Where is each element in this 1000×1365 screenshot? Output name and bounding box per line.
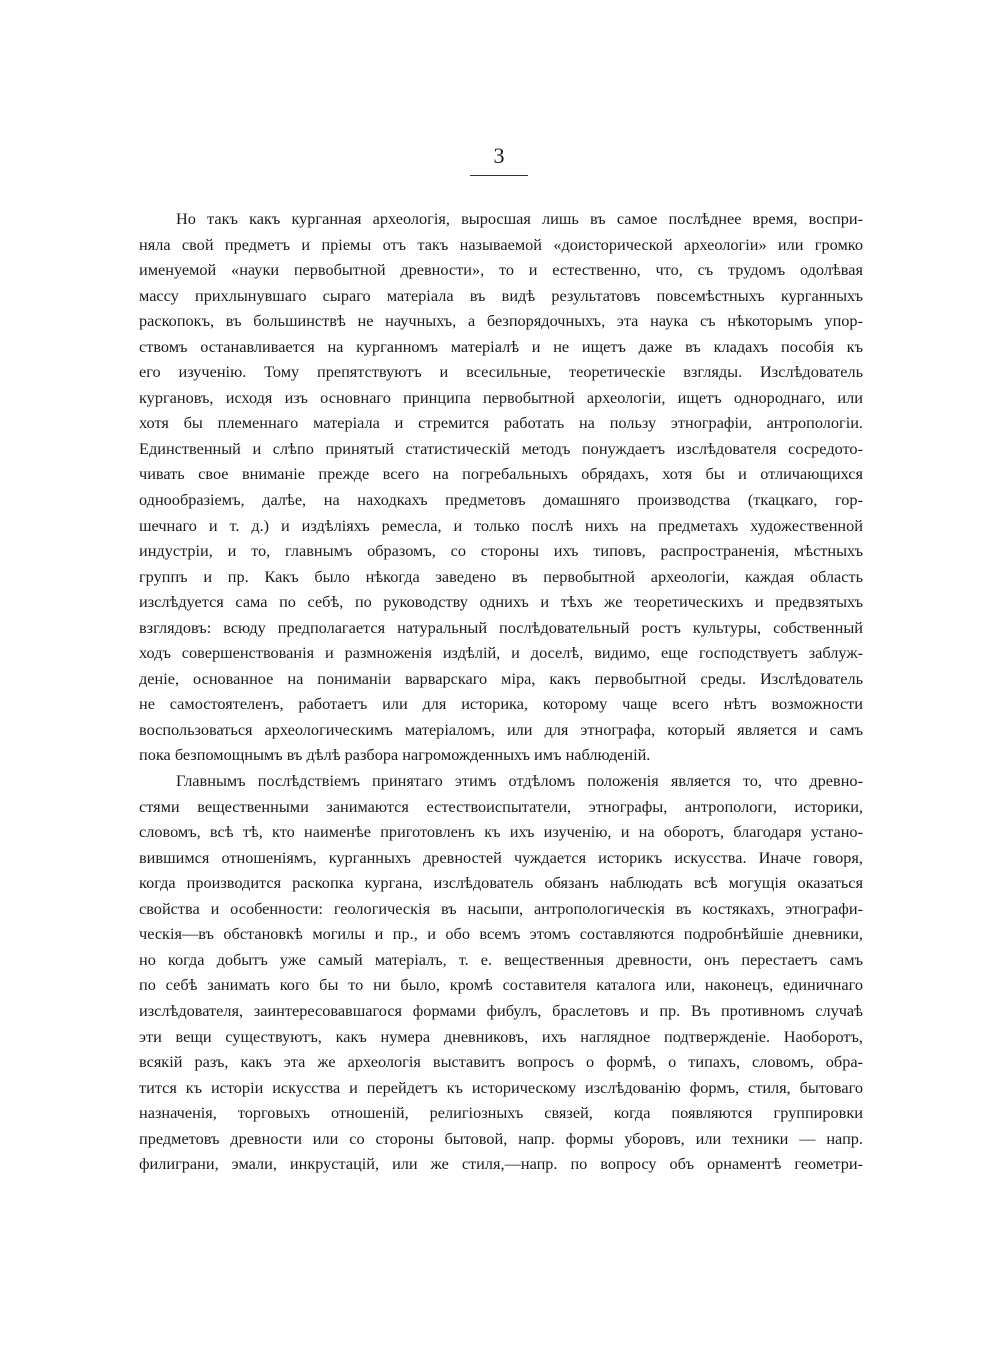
text-line: деніе, основанное на пониманіи варварскаго міра, какъ первобытной среды. Изслѣдователь: [139, 668, 863, 688]
text-line: взглядовъ: всюду предполагается натуральный послѣдовательный ростъ культуры, собственный: [139, 617, 863, 637]
text-line: не самостоятеленъ, работаетъ или для историка, которому чаще всего нѣтъ возможности: [139, 694, 863, 714]
paragraph-1: [139, 206, 863, 768]
text-line: назначенія, торговыхъ отношеній, религіозныхъ связей, когда появляются группировки: [139, 1103, 863, 1123]
text-line: Единственный и слѣпо принятый статистическій методъ понуждаетъ изслѣдователя сосредото-: [139, 438, 863, 458]
text-line: словомъ, всѣ тѣ, кто наименѣе приготовленъ къ ихъ изученію, и на оборотъ, благодаря устано-: [139, 822, 863, 842]
text-line: кургановъ, исходя изъ основнаго принципа первобытной археологіи, ищетъ однороднаго, или: [139, 387, 863, 407]
text-line: воспользоваться археологическимъ матеріаломъ, или для этнографа, который является и самъ: [139, 719, 863, 739]
text-line: по себѣ занимать кого бы то ни было, кромѣ составителя каталога или, наконецъ, единичнаго: [139, 975, 863, 995]
text-line: группъ и пр. Какъ было нѣкогда заведено въ первобытной археологіи, каждая область: [139, 566, 863, 586]
text-line: шечнаго и т. д.) и издѣліяхъ ремесла, и только послѣ нихъ на предметахъ художественной: [139, 515, 863, 535]
text-line: его изученію. Тому препятствуютъ и всесильные, теоретическіе взгляды. Изслѣдователь: [139, 362, 863, 382]
text-line: когда производится раскопка кургана, изслѣдователь обязанъ наблюдать всѣ могущія оказаться: [139, 873, 863, 893]
text-line: изслѣдователя, заинтересовавшагося формами фибулъ, браслетовъ и пр. Въ противномъ случаѣ: [139, 1000, 863, 1020]
text-line: пока безпомощнымъ въ дѣлѣ разбора нагроможденныхъ имъ наблюденій.: [139, 745, 651, 765]
text-line: няла свой предметъ и пріемы отъ такъ называемой «доисторической археологіи» или громко: [139, 234, 863, 254]
page-number-rule: [470, 175, 528, 176]
text-line: Главнымъ послѣдствіемъ принятаго этимъ отдѣломъ положенія является то, что древно-: [176, 771, 863, 791]
text-line: хотя бы племеннаго матеріала и стремится работать на пользу этнографіи, антропологіи.: [139, 413, 863, 433]
text-line: раскопокъ, въ большинствѣ не научныхъ, а безпорядочныхъ, эта наука съ нѣкоторымъ упор-: [139, 311, 863, 331]
text-line: тится къ исторіи искусства и перейдетъ къ историческому изслѣдованію формъ, стиля, бытоваго: [139, 1077, 863, 1097]
text-line: чивать свое вниманіе прежде всего на погребальныхъ обрядахъ, хотя бы и отличающихся: [139, 464, 863, 484]
paragraph-2: [139, 768, 863, 1177]
text-line: ходъ совершенствованія и размноженія издѣлій, и доселѣ, видимо, еще господствуетъ заблуж-: [139, 643, 863, 663]
page-number: 3: [493, 143, 505, 168]
text-line: однообразіемъ, далѣе, на находкахъ предметовъ домашняго производства (ткацкаго, гор-: [139, 490, 863, 510]
page-body: [139, 206, 863, 1177]
text-line: эти вещи существуютъ, какъ нумера дневниковъ, ихъ наглядное подтвержденіе. Наоборотъ,: [139, 1026, 863, 1046]
text-line: стями вещественными занимаются естествоиспытатели, этнографы, антропологи, историки,: [139, 796, 863, 816]
text-line: филиграни, эмали, инкрустацій, или же стиля,—напр. по вопросу объ орнаментѣ геометри-: [139, 1154, 863, 1174]
text-line: массу прихлынувшаго сыраго матеріала въ видѣ результатовъ повсемѣстныхъ курганныхъ: [139, 285, 863, 305]
text-line: ческія—въ обстановкѣ могилы и пр., и обо всемъ этомъ составляются подробнѣйшіе дневники,: [139, 924, 863, 944]
text-line: свойства и особенности: геологическія въ насыпи, антропологическія въ костякахъ, этнографи-: [139, 898, 863, 918]
text-line: вившимся отношеніямъ, курганныхъ древностей чуждается историкъ искусства. Иначе говоря,: [139, 847, 863, 867]
text-line: именуемой «науки первобытной древности», то и естественно, что, съ трудомъ одолѣвая: [139, 260, 863, 280]
text-line: изслѣдуется сама по себѣ, по руководству однихъ и тѣхъ же теоретическихъ и предвзятыхъ: [139, 592, 863, 612]
text-line: всякій разъ, какъ эта же археологія выставитъ вопросъ о формѣ, о типахъ, словомъ, обра-: [139, 1052, 863, 1072]
text-line: предметовъ древности или со стороны бытовой, напр. формы уборовъ, или техники — напр.: [139, 1128, 863, 1148]
text-line: Но такъ какъ курганная археологія, выросшая лишь въ самое послѣднее время, воспри-: [176, 209, 863, 228]
text-line: ствомъ останавливается на курганномъ матеріалѣ и не ищетъ даже въ кладахъ пособія къ: [139, 336, 863, 356]
text-line: но когда добытъ уже самый матеріалъ, т. е. вещественныя древности, онъ перестаетъ самъ: [139, 949, 863, 969]
text-line: индустріи, и то, главнымъ образомъ, со стороны ихъ типовъ, распространенія, мѣстныхъ: [139, 541, 863, 561]
